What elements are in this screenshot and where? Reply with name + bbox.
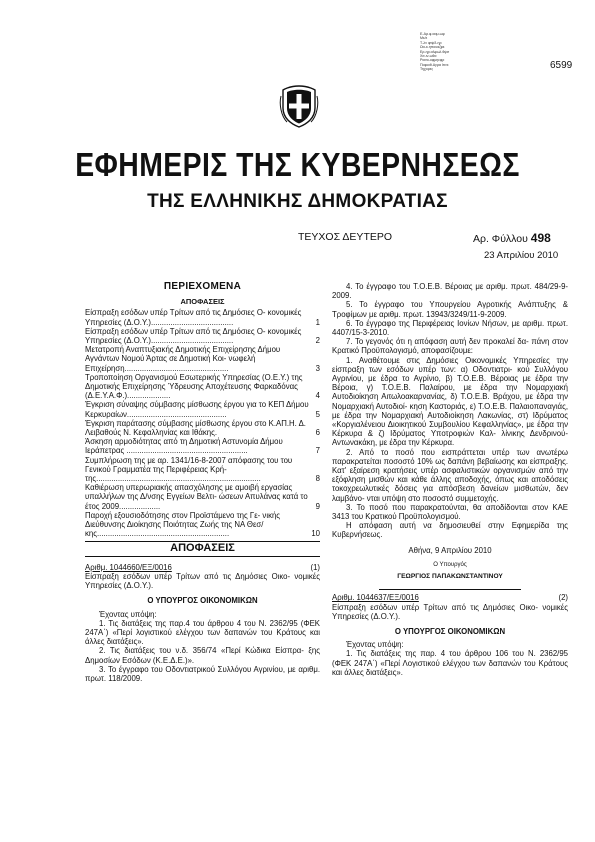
- toc-item-page: 3: [315, 363, 320, 373]
- toc-item-page: 4: [315, 391, 320, 401]
- stamp-line: Τ-λν φτψδ-ηρ: [420, 40, 442, 45]
- gazette-subtitle: ΤΗΣ ΕΛΛΗΝΙΚΗΣ ΔΗΜΟΚΡΑΤΙΑΣ: [147, 191, 448, 212]
- decision-1-point: 7. Το γεγονός ότι η απόφαση αυτή δεν προκαλεί δα- πάνη στον Κρατικό Προϋπολογισμό, αποφασίζουμε:: [332, 337, 568, 356]
- toc-item-page: 8: [315, 474, 320, 484]
- table-of-contents: [85, 308, 320, 538]
- decision-1-point: 2. Από το ποσό που εισπράττεται υπέρ των ανωτέρω παρακρατείται ποσοστό 10% ως δαπάνη βεβαίωσης και είσπραξης. Κατ' εξαίρεση κρατήσεις υπέρ ασφαλιστικών οργανισμών από την εξόφληση μισθών και κάθε άλλης αποδοχής, όπως και αποδόσεις τοκοχρεωλυτικές δόσεις για απόσβεση δανείων μισθωτών, δεν λαμβάνο- νται υπόψη στο ποσοστό συμμετοχής.: [332, 447, 568, 503]
- decision-1-point: 1. Αναθέτουμε στις Δημόσιες Οικονομικές Υπηρεσίες την είσπραξη των εσόδων υπέρ των: α) Οδοντιατρι- κού Συλλόγου Αγρινίου, με έδρα το Αγρίνιο, β) Τ.Ο.Ε.Β. Βέροιας με έδρα την Βέροια, γ) Τ.Ο.Ε.Β. Παλαίρου, με έδρα την Νομαρχιακή Αυτοδιοίκηση Αιτωλοακαρνανίας, δ) Τ.Ο.Ε.Β. Βράχου, με έδρα την Νομαρχιακή Αυτοδιοί- κηση Καστοριάς, ε) Τ.Ο.Ε.Β. Παλαιοπαναγιάς, με έδρα την Νομαρχιακή Αυτοδιοίκηση Λακωνίας, στ) Ιδρύματος «Κοργιαλένειου Διοικητικού Συμβουλίου Κεφαλληνίας», με έδρα την Κέρκυρα & ζ) Ιδρύματος Υποτροφιών Καλ- λίνικης Δενδρινού-Αντωνακάκη, με έδρα την Κέρκυρα.: [332, 355, 568, 448]
- toc-item-text: Άσκηση αρμοδιότητας από τη Δημοτική Αστυνομία Δήμου Ιεράπετρας ........................................................: [85, 437, 283, 456]
- decision-1-number: Αριθμ. 1044660/ΕΞ/0016: [85, 562, 172, 572]
- stamp-line: Με/ε: [420, 36, 428, 41]
- decision-1-place-date: Αθήνα, 9 Απριλίου 2010: [408, 545, 492, 555]
- toc-item-page: 10: [311, 529, 320, 539]
- toc-item-text: Παροχή εξουσιοδότησης στον Προϊστάμενο της Γε- νικής Διεύθυνσης Διοίκησης Ποιότητας Ζωής της ΝΑ Θεσ/κης.............................................................: [85, 510, 281, 539]
- issue-label: ΤΕΥΧΟΣ ΔΕΥΤΕΡΟ: [298, 231, 393, 243]
- decision-1-point: 2. Τις διατάξεις του ν.δ. 356/74 «Περί Κώδικα Είσπρα- ξης Δημοσίων Εσόδων (Κ.Ε.Δ.Ε.)».: [85, 646, 320, 665]
- toc-item[interactable]: [85, 373, 320, 401]
- decision-1-point: 1. Τις διατάξεις της παρ.4 του άρθρου 4 του Ν. 2362/95 (ΦΕΚ 247Α΄) «Περί λογιστικού ελέγχου των δαπανών του Κράτους και άλλες διατάξεις».: [85, 618, 320, 647]
- decision-2-considering: Έχοντας υπόψη:: [346, 640, 404, 650]
- contents-heading: ΠΕΡΙΕΧΟΜΕΝΑ: [163, 281, 242, 292]
- contents-subheading: ΑΠΟΦΑΣΕΙΣ: [180, 297, 225, 307]
- decision-2-index: (2): [558, 593, 568, 603]
- decision-1-authority: Ο ΥΠΟΥΡΓΟΣ ΟΙΚΟΝΟΜΙΚΩΝ: [147, 596, 258, 606]
- stamp-line: Ε-Αρ.φ.ααμ.ωφ: [420, 32, 445, 36]
- toc-item-text: Τροποποίηση Οργανισμού Εσωτερικής Υπηρεσίας (Ο.Ε.Υ.) της Δημοτικής Επιχείρησης Ύδρευσης Αποχέτευσης Φαρκαδόνας (Δ.Ε.Υ.Α.Φ.)....................: [85, 372, 303, 401]
- toc-item[interactable]: [85, 437, 320, 455]
- decision-2-number: Αριθμ. 1044637/ΕΞ/0016: [332, 593, 419, 603]
- toc-item[interactable]: [85, 456, 320, 484]
- decision-1-point: Η απόφαση αυτή να δημοσιευθεί στην Εφημερίδα της Κυβερνήσεως.: [332, 521, 568, 540]
- toc-item-page: 5: [315, 409, 320, 419]
- sheet-number-value: 498: [530, 231, 551, 245]
- divider: [379, 589, 521, 590]
- decision-2-subject: Είσπραξη εσόδων υπέρ Τρίτων από τις Δημόσιες Οικο- νομικές Υπηρεσίες (Δ.Ο.Υ.).: [332, 602, 568, 621]
- toc-item-text: Είσπραξη εσόδων υπέρ Τρίτων από τις Δημόσιες Ο- κονομικές Υπηρεσίες (Δ.Ο.Υ.)......................................: [85, 326, 302, 346]
- toc-item-page: 6: [315, 428, 320, 438]
- decision-1-point: 3. Το έγγραφο του Οδοντιατρικού Συλλόγου Αγρινίου, με αριθμ. πρωτ. 118/2009.: [85, 664, 320, 683]
- toc-item-page: 9: [315, 501, 320, 511]
- toc-item-text: Έγκριση παράτασης σύμβασης μίσθωσης έργου στο Κ.ΑΠ.Η. Δ. Λειβαθούς Ν. Κεφαλληνίας και Ιθάκης.: [85, 418, 306, 438]
- toc-item[interactable]: [85, 308, 320, 326]
- toc-item[interactable]: [85, 483, 320, 511]
- toc-item-text: Συμπλήρωση της με αρ. 1341/16-8-2007 απόφασης του του Γενικού Γραμματέα της Περιφέρειας Κρή- της............................................................................: [85, 455, 293, 484]
- stamp-line: Ερ-ηρ.αλφωλ.θψσ: [420, 49, 450, 54]
- toc-item-page: 2: [315, 336, 320, 346]
- toc-item-text: Καθιέρωση υπερωριακής απασχόλησης με αμοιβή εργασίας υπαλλήλων της Δ/νσης Εγγείων Βελτι- ώσεων Απυλάνας κατά το έτος 2009...................: [85, 483, 308, 511]
- decision-2-point: 1. Τις διατάξεις της παρ. 4 του άρθρου 106 του Ν. 2362/95 (ΦΕΚ 247Α΄) «Περί Λογιστικού ελέγχου των δαπανών του Κράτους και άλλες διατάξεις».: [332, 649, 568, 677]
- decision-1-considering: Έχοντας υπόψη:: [99, 609, 157, 619]
- toc-item-text: Είσπραξη εσόδων υπέρ Τρίτων από τις Δημόσιες Ο- κονομικές Υπηρεσίες (Δ.Ο.Υ.)......................................: [85, 308, 302, 327]
- stamp-line: Ρασο-οφμηεφρ: [420, 58, 445, 63]
- toc-item[interactable]: [85, 327, 320, 345]
- greek-coat-of-arms-icon: [279, 84, 319, 128]
- decision-1-point: 3. Το ποσό που παρακρατούνται, θα αποδίδονται στον ΚΑΕ 3413 του Κρατικού Προϋπολογισμού.: [332, 502, 568, 522]
- sheet-number: [473, 231, 551, 245]
- toc-item-text: Μετατροπή Αναπτυξιακής Δημοτικής Επιχείρησης Δήμου Αγνάντων Νομού Άρτας σε Δημοτική Κοι- νωφελή Επιχείρηση................................................: [85, 345, 281, 373]
- stamp-line: Χσ-ιν-ωθα: [420, 54, 437, 59]
- decision-1-signer-role: Ο Υπουργός: [433, 561, 467, 568]
- decision-1-signer-name: ΓΕΩΡΓΙΟΣ ΠΑΠΑΚΩΝΣΤΑΝΤΙΝΟΥ: [397, 573, 503, 581]
- issuer-stamp: [420, 32, 475, 72]
- toc-item[interactable]: [85, 345, 320, 373]
- decision-1-point: 4. Το έγγραφο του Τ.Ο.Ε.Β. Βέροιας με αριθμ. πρωτ. 484/29-9-2009.: [332, 282, 568, 301]
- stamp-line: Ωα-κ.ηπουαζφε: [420, 45, 445, 50]
- publication-date: 23 Απριλίου 2010: [484, 250, 559, 261]
- right-column: [332, 282, 568, 677]
- stamp-line: Ποφοιθ.Αγρα Ιτινε: [420, 62, 449, 67]
- decisions-heading: ΑΠΟΦΑΣΕΙΣ: [85, 541, 320, 556]
- decision-2-header: [332, 593, 568, 602]
- stamp-line: Τηχορες: [420, 67, 434, 72]
- left-column: [85, 282, 320, 683]
- toc-item[interactable]: [85, 419, 320, 437]
- toc-item-page: 1: [315, 317, 320, 327]
- toc-item[interactable]: [85, 511, 320, 539]
- sheet-label: Αρ. Φύλλου: [473, 233, 528, 245]
- decision-2-authority: Ο ΥΠΟΥΡΓΟΣ ΟΙΚΟΝΟΜΙΚΩΝ: [394, 626, 506, 636]
- toc-item-text: Έγκριση σύναψης σύμβασης μίσθωσης έργου για το ΚΕΠ Δήμου Κερκυραίων..............................................: [85, 400, 309, 419]
- gazette-title: ΕΦΗΜΕΡΙΣ ΤΗΣ ΚΥΒΕΡΝΗΣΕΩΣ: [75, 146, 520, 183]
- decision-1-subject: Είσπραξη εσόδων υπέρ Τρίτων από τις Δημόσιες Οικο- νομικές Υπηρεσίες (Δ.Ο.Υ.).: [85, 571, 320, 591]
- decision-1-point: 5. Το έγγραφο του Υπουργείου Αγροτικής Ανάπτυξης & Τροφίμων με αριθμ. πρωτ. 13943/3249/11-9-2009.: [332, 300, 568, 319]
- decision-1-header: [85, 563, 320, 572]
- decision-1-point: 6. Το έγγραφο της Περιφέρειας Ιονίων Νήσων, με αριθμ. πρωτ. 4407/15-3-2010.: [332, 318, 568, 338]
- toc-item-page: 7: [315, 446, 320, 456]
- page-number: 6599: [550, 60, 573, 71]
- toc-item[interactable]: [85, 400, 320, 418]
- decision-1-index: (1): [310, 562, 320, 572]
